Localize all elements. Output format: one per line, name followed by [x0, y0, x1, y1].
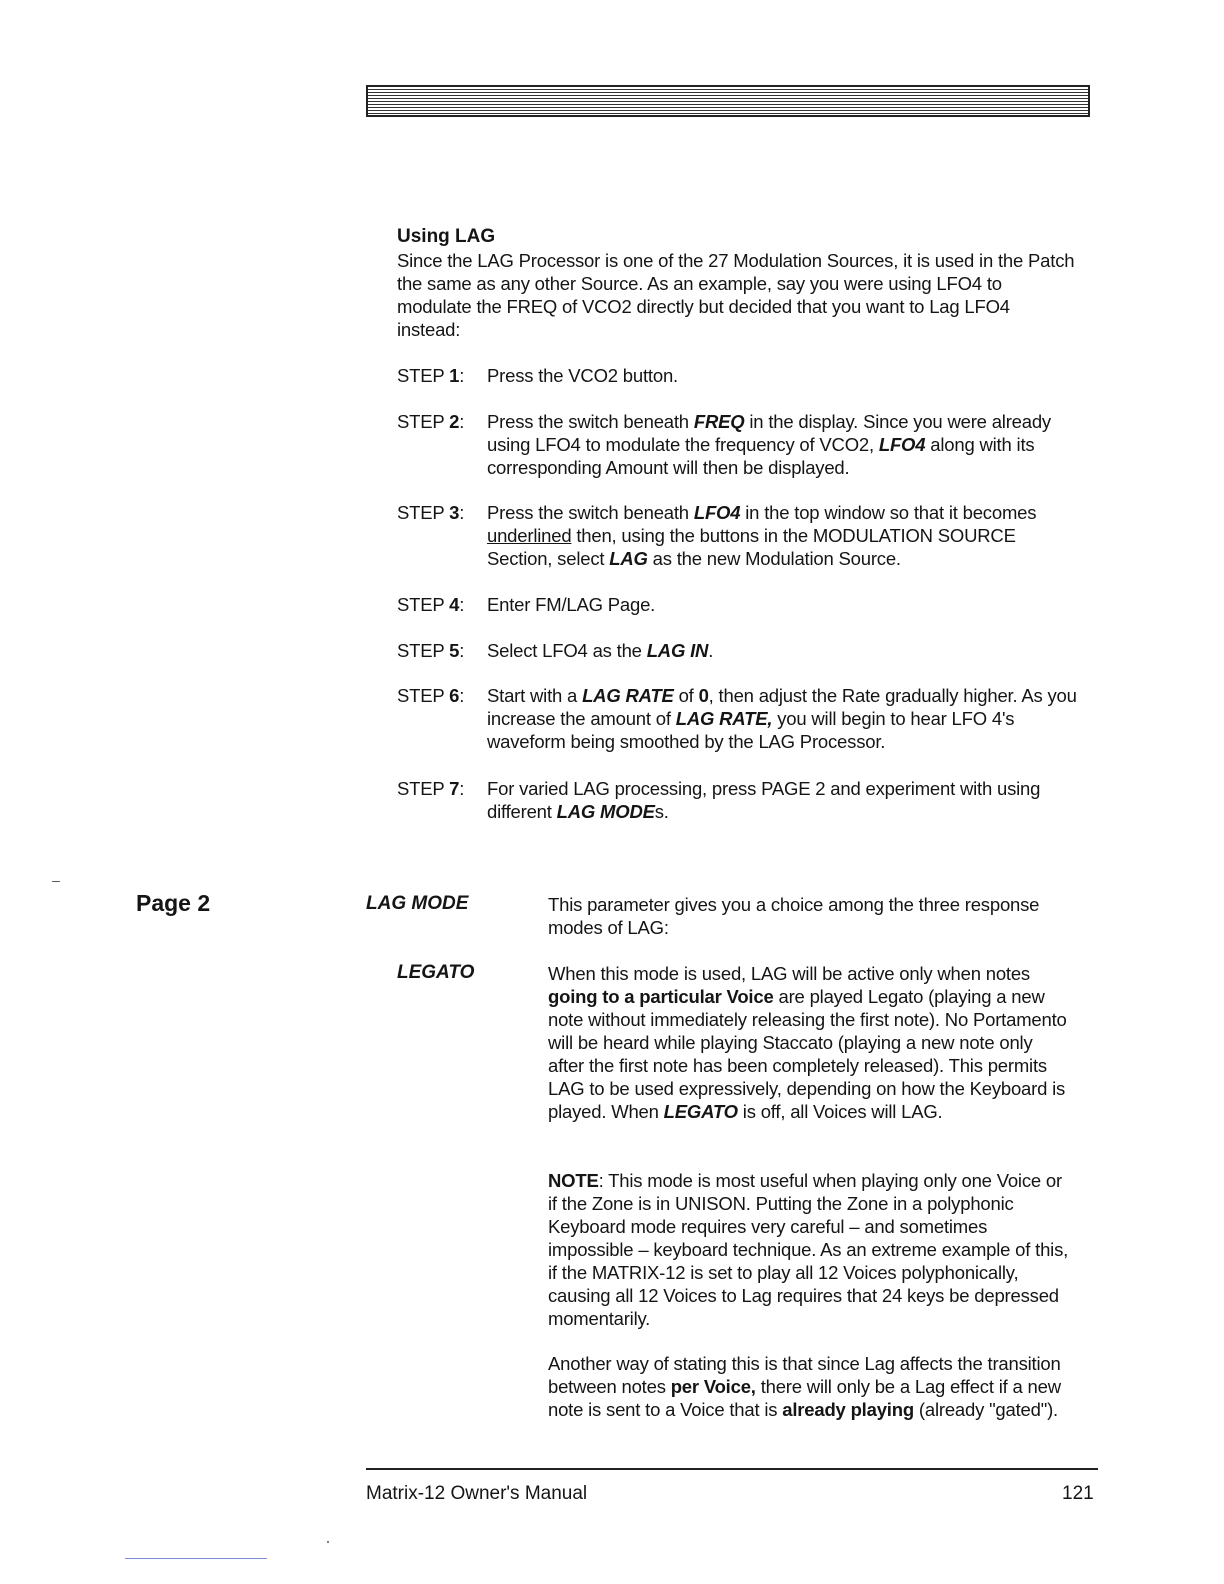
step-label: STEP 1: [397, 365, 465, 386]
step-text: Start with a LAG RATE of 0, then adjust the Rate gradually higher. As you increase the amount of LAG RATE, you will begin to hear LFO 4's waveform being smoothed by the LAG Processor. [487, 685, 1077, 752]
step-label: STEP 3: [397, 502, 465, 523]
step-text: For varied LAG processing, press PAGE 2 and experiment with using different LAG MODEs. [487, 778, 1041, 822]
header-rule [366, 85, 1090, 117]
legato-explanation: Another way of stating this is that since Lag affects the transition between notes per Voice, there will only be a Lag effect if a new note is sent to a Voice that is already playing (already "gated"). [548, 1353, 1061, 1420]
step-label: STEP 4: [397, 594, 465, 615]
step-text: Enter FM/LAG Page. [487, 594, 656, 615]
section-title: Using LAG [397, 226, 496, 247]
legato-term: LEGATO [397, 962, 475, 983]
lag-mode-term: LAG MODE [366, 893, 469, 914]
footer-rule [366, 1468, 1098, 1470]
legato-description: When this mode is used, LAG will be active only when notes going to a particular Voice are played Legato (playing a new note without immediately releasing the first note). No Portamento will be heard while playing Staccato (playing a new note only after the first note has been completely released). This permits LAG to be used expressively, depending on how the Keyboard is played. When LEGATO is off, all Voices will LAG. [548, 963, 1067, 1122]
step-label: STEP 2: [397, 411, 465, 432]
step-text: Press the VCO2 button. [487, 365, 678, 386]
page-2-side-label: Page 2 [136, 890, 211, 916]
scan-speck [327, 1541, 329, 1543]
scan-artifact-line [125, 1558, 267, 1559]
step-text: Select LFO4 as the LAG IN. [487, 640, 714, 661]
step-text: Press the switch beneath LFO4 in the top window so that it becomes underlined then, using the buttons in the MODULATION SOURCE Section, select LAG as the new Modulation Source. [487, 502, 1037, 569]
intro-paragraph: Since the LAG Processor is one of the 27 Modulation Sources, it is used in the Patch the same as any other Source. As an example, say you were using LFO4 to modulate the FREQ of VCO2 directly but decided that you want to Lag LFO4 instead: [397, 250, 1075, 340]
step-label: STEP 6: [397, 685, 465, 706]
step-text: Press the switch beneath FREQ in the display. Since you were already using LFO4 to modulate the frequency of VCO2, LFO4 along with its corresponding Amount will then be displayed. [487, 411, 1051, 478]
step-label: STEP 5: [397, 640, 465, 661]
legato-note: NOTE: This mode is most useful when playing only one Voice or if the Zone is in UNISON. Putting the Zone in a polyphonic Keyboard mode requires very careful – and sometimes impossible – keyboard technique. As an extreme example of this, if the MATRIX-12 is set to play all 12 Voices polyphonically, causing all 12 Voices to Lag requires that 24 keys be depressed momentarily. [548, 1170, 1069, 1329]
footer-page-number: 121 [1062, 1483, 1094, 1504]
lag-mode-description: This parameter gives you a choice among the three response modes of LAG: [548, 894, 1040, 938]
scan-speck [52, 881, 60, 882]
step-label: STEP 7: [397, 778, 465, 799]
footer-manual-title: Matrix-12 Owner's Manual [366, 1483, 588, 1504]
